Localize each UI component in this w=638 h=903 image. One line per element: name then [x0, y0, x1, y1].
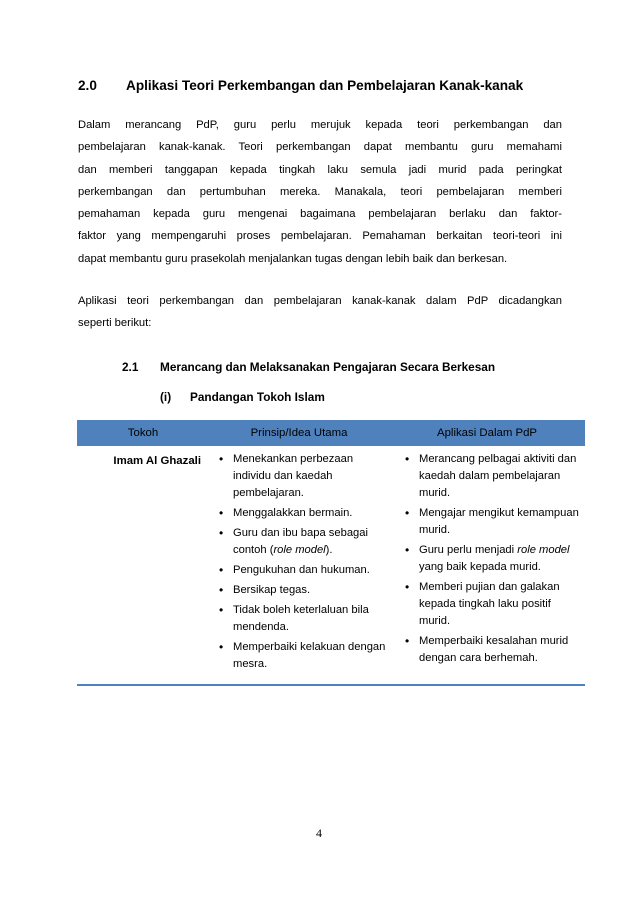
header-tokoh: Tokoh — [77, 420, 209, 446]
paragraph-intro — [78, 114, 562, 270]
prinsip-list — [217, 446, 389, 684]
paragraph-line: pemahaman kepada guru mengenai bagaimana pembelajaran berlaku dan faktor- — [78, 208, 562, 221]
list-item: • Guru dan ibu bapa sebagai contoh (role model). — [217, 525, 389, 559]
list-item: • Menekankan perbezaan individu dan kaedah pembelajaran. — [217, 451, 389, 502]
list-item: • Bersikap tegas. — [217, 582, 389, 599]
cell-aplikasi — [389, 446, 585, 685]
list-item: • Memperbaiki kesalahan murid dengan cara berhemah. — [403, 633, 579, 667]
list-item: • Tidak boleh keterlaluan bila mendenda. — [217, 602, 389, 636]
section-title: Aplikasi Teori Perkembangan dan Pembelajaran Kanak-kanak — [126, 78, 524, 93]
paragraph-line: Dalam merancang PdP, guru perlu merujuk kepada teori perkembangan dan — [78, 119, 562, 131]
paragraph-line: pembelajaran kanak-kanak. Teori perkembangan dapat membantu guru memahami — [78, 141, 562, 154]
paragraph-line: Aplikasi teori perkembangan dan pembelajaran kanak-kanak dalam PdP dicadangkan — [78, 295, 562, 307]
header-prinsip: Prinsip/Idea Utama — [209, 420, 389, 446]
list-item: • Memberi pujian dan galakan kepada tingkah laku positif murid. — [403, 579, 579, 630]
paragraph-line: perkembangan dan pertumbuhan mereka. Manakala, teori pembelajaran memberi — [78, 185, 562, 198]
subsection-number: 2.1 — [122, 360, 139, 374]
section-number: 2.0 — [78, 78, 97, 93]
subsubsection-number: (i) — [160, 390, 172, 404]
page-number: 4 — [316, 826, 322, 840]
paragraph-line: dan memberi tanggapan kepada tingkah laku semula jadi murid pada peringkat — [78, 163, 562, 176]
list-item: • Memperbaiki kelakuan dengan mesra. — [217, 639, 389, 673]
table-row — [77, 446, 585, 685]
subsubsection-title: Pandangan Tokoh Islam — [190, 390, 325, 404]
paragraph-line: dapat membantu guru prasekolah menjalankan tugas dengan lebih baik dan berkesan. — [78, 252, 508, 265]
header-aplikasi: Aplikasi Dalam PdP — [389, 420, 585, 446]
cell-prinsip — [209, 446, 389, 685]
paragraph-line: faktor yang mempengaruhi proses pembelajaran. Pemahaman berkaitan teori-teori ini — [78, 230, 562, 243]
cell-tokoh: Imam Al Ghazali — [77, 446, 209, 685]
list-item: • Guru perlu menjadi role model yang baik kepada murid. — [403, 542, 579, 576]
table-header-row — [77, 420, 585, 446]
subsection-heading — [122, 360, 495, 374]
subsubsection-heading — [160, 390, 325, 404]
list-item: • Menggalakkan bermain. — [217, 505, 389, 522]
section-heading — [78, 78, 578, 93]
list-item: • Pengukuhan dan hukuman. — [217, 562, 389, 579]
list-item: • Mengajar mengikut kemampuan murid. — [403, 505, 579, 539]
aplikasi-list — [403, 446, 579, 678]
subsection-title: Merancang dan Melaksanakan Pengajaran Secara Berkesan — [160, 360, 496, 374]
tokoh-table — [77, 420, 585, 686]
paragraph-application — [78, 290, 562, 335]
list-item: • Merancang pelbagai aktiviti dan kaedah dalam pembelajaran murid. — [403, 451, 579, 502]
paragraph-line: seperti berikut: — [78, 317, 152, 330]
